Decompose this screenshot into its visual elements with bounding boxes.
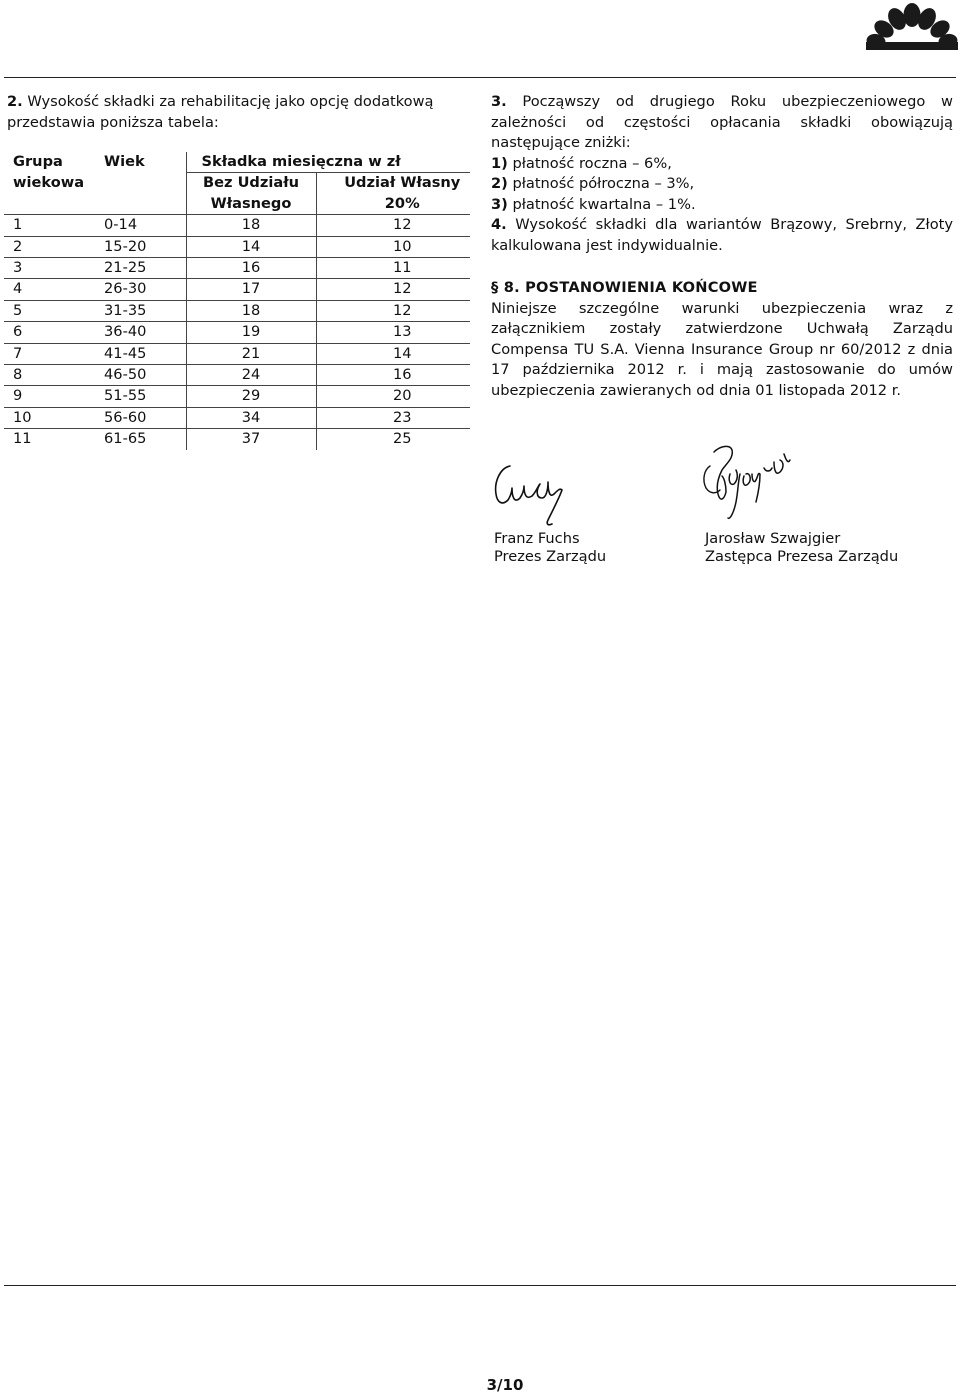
header-group-line1: Grupa (13, 153, 63, 171)
compensa-logo-icon (866, 2, 958, 50)
signature-szwajgier (700, 440, 796, 526)
table-row: 6 36-40 19 13 (4, 322, 470, 343)
paragraph-4: 4. Wysokość składki dla wariantów Brązowy, Srebrny, Złoty kalkulowana jest indywidualnie. (491, 216, 953, 254)
table-row: 7 41-45 21 14 (4, 343, 470, 364)
header-without-line1: Bez Udziału (186, 173, 316, 194)
signatory-title: Zastępca Prezesa Zarządu (705, 548, 899, 566)
discount-item: 2) płatność półroczna – 3%, (491, 175, 695, 192)
intro-text: Wysokość składki za rehabilitację jako opcję dodatkową przedstawia poniższa tabela: (7, 93, 434, 131)
header-premium: Składka miesięczna w zł (201, 153, 401, 170)
bottom-rule (4, 1285, 956, 1286)
header-with-line2: 20% (384, 194, 420, 212)
header-group-line2: wiekowa (13, 174, 85, 192)
table-row: 10 56-60 34 23 (4, 407, 470, 428)
paragraph-3: 3. Począwszy od drugiego Roku ubezpieczeniowego w zależności od częstości opłacania składki obowiązują następujące zniżki: (491, 93, 953, 151)
table-row: 11 61-65 37 25 (4, 429, 470, 450)
discount-item: 1) płatność roczna – 6%, (491, 154, 672, 172)
intro-paragraph (7, 92, 477, 133)
signatory-name: Jarosław Szwajgier (705, 530, 841, 547)
table-row: 9 51-55 29 20 (4, 386, 470, 407)
table-row: 1 0-14 18 12 (4, 215, 470, 236)
header-with-line1: Udział Własny (316, 173, 470, 194)
header-without-line2: Własnego (186, 194, 316, 215)
table-row: 5 31-35 18 12 (4, 300, 470, 321)
signature-fuchs (488, 452, 572, 528)
table-row: 3 21-25 16 11 (4, 258, 470, 279)
header-age: Wiek (86, 152, 186, 173)
top-rule (4, 77, 956, 78)
table-row: 4 26-30 17 12 (4, 279, 470, 300)
intro-number: 2. (7, 93, 23, 110)
signatory-2 (705, 530, 898, 567)
section-title: § 8. POSTANOWIENIA KOŃCOWE (491, 279, 758, 296)
premium-table (4, 152, 470, 450)
page-number: 3/10 (486, 1376, 524, 1394)
section-text: Niniejsze szczególne warunki ubezpieczenia wraz z załącznikiem zostały zatwierdzone Uchwałą Zarządu Compensa TU S.A. Vienna Insurance Group nr 60/2012 z dnia 17 października 2012 r. i mają zastosowanie do umów ubezpieczenia zawieranych od dnia 01 listopada 2012 r. (491, 299, 953, 399)
right-column (491, 92, 953, 401)
table-row: 8 46-50 24 16 (4, 365, 470, 386)
signatory-1 (494, 530, 606, 567)
table-row: 2 15-20 14 10 (4, 236, 470, 257)
discount-item: 3) płatność kwartalna – 1%. (491, 195, 696, 213)
signatory-name: Franz Fuchs (494, 530, 580, 547)
signatory-title: Prezes Zarządu (494, 548, 607, 566)
